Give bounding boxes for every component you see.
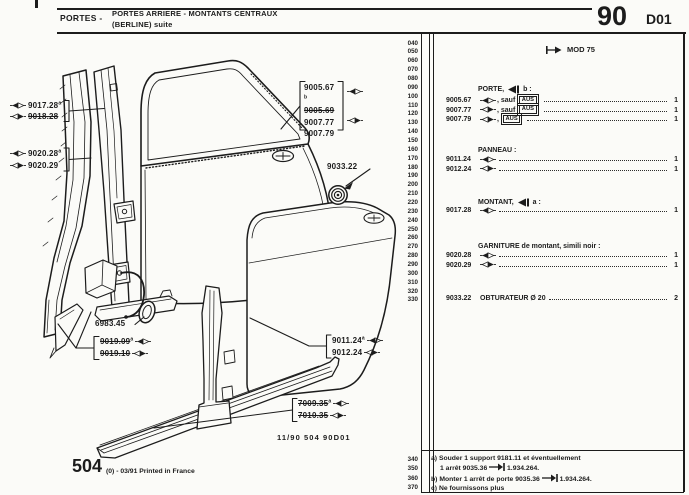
row-marker: 120 [407, 110, 418, 118]
callout-9019-10 [100, 349, 148, 358]
dir-right-icon [330, 412, 346, 419]
row-marker: 290 [407, 260, 418, 268]
dotted-leader [499, 256, 667, 257]
dir-right-icon [480, 165, 496, 172]
quantity: 1 [674, 116, 678, 123]
callout-7009 [298, 399, 349, 408]
until-left-icon [507, 85, 520, 94]
dir-left-icon [480, 207, 496, 214]
row-marker: 360 [407, 474, 418, 482]
row-marker: 310 [407, 278, 418, 286]
quantity: 1 [674, 156, 678, 163]
part-number: 6983.45 [95, 318, 126, 328]
part-ref: 9017.28 [446, 207, 472, 214]
row-marker: 190 [407, 172, 418, 180]
part-row [446, 295, 678, 302]
dotted-leader [499, 170, 667, 171]
callout-7010 [298, 411, 346, 420]
part-ref: 9012.24 [446, 165, 472, 173]
quantity: 1 [674, 207, 678, 214]
row-marker: 220 [407, 198, 418, 206]
quantity: 1 [674, 97, 678, 104]
callout-9011 [332, 336, 383, 345]
page-title-line1: PORTES ARRIERE - MONTANTS CENTRAUX [112, 9, 278, 18]
page-title-line2: (BERLINE) suite [112, 20, 173, 29]
dotted-leader [544, 111, 667, 112]
row-marker: 270 [407, 243, 418, 251]
row-marker: 170 [407, 154, 418, 162]
row-marker: 350 [407, 465, 418, 473]
footnote-a-line2: 1 arrêt 9035.36 1.934.264. [440, 465, 540, 473]
row-marker: 160 [407, 145, 418, 153]
row-marker: 110 [408, 101, 418, 109]
dir-right-icon [480, 106, 496, 113]
row-marker: 210 [407, 190, 418, 198]
part-number: 9020.29 [28, 161, 59, 170]
part-number: 9007.77 [304, 117, 335, 127]
part-number: 9005.67 $^b$ [304, 83, 335, 100]
part-number: 7010.35 [298, 411, 329, 420]
country-tag: AUS [519, 105, 536, 114]
part-number: 9012.24 [332, 348, 363, 357]
callout-9019-09 [100, 337, 151, 346]
dir-left-icon [333, 400, 349, 407]
edition-note: (0) - 03/91 Printed in France [106, 468, 195, 475]
mod-note-label: MOD 75 [567, 45, 595, 54]
row-marker: 280 [407, 252, 418, 260]
callout-9033 [327, 162, 357, 171]
dir-right-icon [10, 162, 26, 169]
page-number: 90 [597, 1, 628, 31]
row-marker: 040 [407, 39, 418, 47]
part-number: 7009.35$^a$ [298, 398, 332, 408]
row-marker: 250 [407, 225, 418, 233]
part-row [446, 207, 678, 215]
quantity: 2 [674, 294, 678, 302]
part-number: 9033.22 [327, 161, 358, 171]
dir-left-icon [480, 97, 496, 104]
dotted-leader [527, 120, 667, 121]
callout-9020-28 [10, 149, 61, 158]
scan-mark [35, 0, 38, 8]
part-ref: 9011.24 [446, 156, 471, 163]
dir-right-icon [347, 117, 363, 124]
section-heading-garniture: GARNITURE de montant, simili noir : [478, 243, 601, 250]
dir-left-icon [10, 102, 26, 109]
footnote-separator-rule [421, 450, 684, 451]
dir-left-icon [367, 337, 383, 344]
section-heading-montant: MONTANT, a : [478, 199, 541, 206]
quantity: 1 [674, 165, 678, 173]
dir-right-icon [10, 113, 26, 120]
section-label: PORTES - [60, 13, 103, 23]
until-arrow-icon [542, 474, 558, 482]
country-tag: AUS [519, 96, 536, 105]
part-number: 9017.28$^a$ [28, 100, 62, 110]
until-arrow-icon [489, 463, 505, 471]
plate-reference: 11/90 504 90D01 [277, 432, 351, 442]
dir-right-icon [132, 350, 148, 357]
from-arrow-icon [546, 46, 562, 54]
part-row [446, 165, 678, 173]
country-tag: AUS [503, 115, 520, 124]
callout-door-group [304, 82, 334, 140]
row-marker: 070 [407, 66, 418, 74]
footnote-a-line1: a) Souder 1 support 9181.11 et éventuellement [431, 455, 581, 462]
part-number: 9020.28$^a$ [28, 148, 62, 158]
part-number: 9019.10 [100, 349, 131, 358]
callout-9020-29 [10, 161, 58, 170]
dir-right-icon [480, 261, 496, 268]
section-heading-porte: PORTE, b : [478, 86, 532, 93]
row-marker: 300 [407, 269, 418, 277]
section-heading-panneau: PANNEAU : [478, 147, 517, 154]
dotted-leader [544, 101, 667, 102]
dotted-leader [499, 160, 667, 161]
footnote-c: c) Ne fournissons plus [431, 485, 505, 493]
callout-9017 [10, 101, 61, 110]
row-marker: 260 [407, 234, 418, 242]
row-marker: 100 [407, 92, 418, 100]
dotted-leader [549, 299, 667, 300]
dir-left-icon [135, 338, 151, 345]
quantity: 1 [674, 106, 678, 114]
table-left-border-inner [433, 33, 434, 492]
row-marker: 080 [407, 74, 418, 82]
row-marker: 340 [407, 456, 418, 463]
row-marker: 050 [407, 48, 418, 56]
part-ref: 9020.28 [446, 252, 472, 259]
dir-right-icon [364, 349, 380, 356]
part-row: 9007.79 , AUS 1 [446, 115, 678, 123]
row-marker: 130 [407, 119, 418, 127]
quantity: 1 [674, 252, 678, 259]
dir-left-icon [480, 156, 496, 163]
dir-left-icon [10, 150, 26, 157]
row-marker: 240 [407, 216, 418, 224]
dotted-leader [499, 266, 667, 267]
callout-9018 [10, 112, 58, 121]
part-number: 9011.24$^a$ [332, 335, 365, 345]
part-row: 9007.77 , sauf AUS 1 [446, 106, 678, 114]
row-marker: 370 [407, 484, 418, 492]
part-row [446, 261, 678, 269]
document-number: 504 [72, 456, 103, 476]
page-code: D01 [646, 11, 672, 27]
part-row [446, 156, 678, 164]
dir-left-icon [480, 252, 496, 259]
row-marker: 330 [407, 296, 418, 304]
row-marker: 060 [407, 57, 418, 65]
part-ref: 9005.67 [446, 97, 472, 104]
row-marker: 230 [407, 207, 418, 215]
row-marker: 320 [407, 287, 418, 295]
part-number: 9018.28 [28, 111, 59, 121]
part-ref: 9033.22 [446, 294, 472, 302]
callout-6983 [95, 319, 125, 328]
footnote-b: b) Monter 1 arrêt de porte 9035.36 1.934.264. [431, 475, 592, 483]
row-marker: 150 [407, 136, 418, 144]
mod-note [546, 45, 595, 54]
dir-left-icon [347, 88, 363, 95]
footnotes-block [431, 454, 592, 494]
part-row: 9005.67 , sauf AUS 1 [446, 96, 678, 104]
row-marker: 180 [407, 163, 418, 171]
part-number: 9005.69 [304, 106, 335, 116]
part-ref: 9007.77 [446, 106, 472, 114]
part-row [446, 252, 678, 260]
dir-right-icon [480, 116, 496, 123]
quantity: 1 [674, 261, 678, 269]
row-marker: 200 [407, 181, 418, 189]
dotted-leader [499, 211, 667, 212]
callout-9012 [332, 348, 380, 357]
part-description: OBTURATEUR Ø 20 [480, 294, 546, 302]
part-number: 9019.09$^a$ [100, 336, 134, 346]
row-marker: 090 [407, 83, 418, 91]
part-number: 9007.79 [304, 129, 335, 139]
table-right-border [683, 33, 685, 492]
part-ref: 9020.29 [446, 261, 472, 269]
row-marker: 140 [407, 128, 418, 136]
exploded-parts-drawing [0, 33, 430, 495]
part-ref: 9007.79 [446, 116, 472, 123]
